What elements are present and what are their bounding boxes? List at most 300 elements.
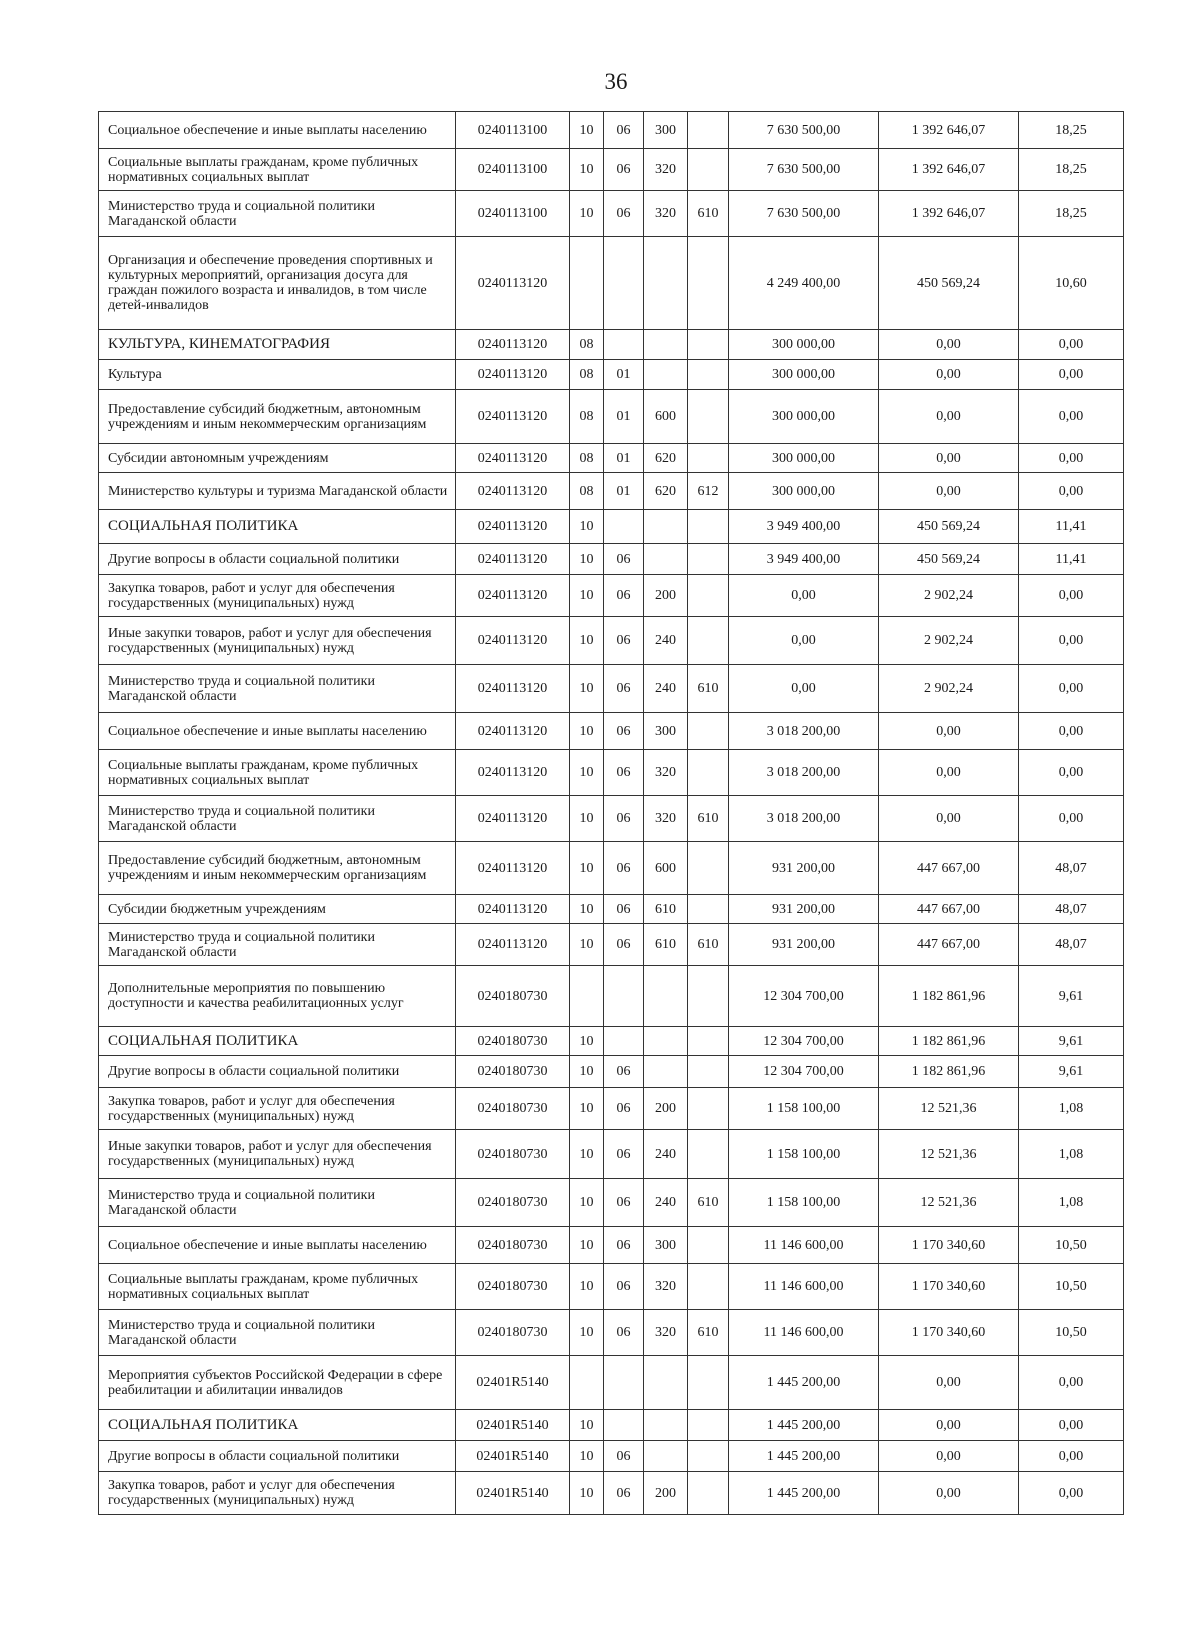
cell-expense-type: 240: [644, 1179, 688, 1227]
cell-executed-amount: 1 182 861,96: [879, 966, 1019, 1027]
cell-expense-type: 240: [644, 665, 688, 713]
cell-execution-percent: 11,41: [1019, 544, 1124, 575]
cell-name: Предоставление субсидий бюджетным, автономным учреждениям и иным некоммерческим организациям: [99, 390, 456, 444]
cell-administrator: [688, 330, 729, 360]
cell-target-article: 0240113120: [456, 473, 570, 510]
table-row: [99, 1056, 1124, 1088]
cell-execution-percent: 18,25: [1019, 149, 1124, 191]
cell-approved-amount: 1 445 200,00: [729, 1441, 879, 1472]
cell-target-article: 0240113120: [456, 237, 570, 330]
cell-approved-amount: 1 158 100,00: [729, 1088, 879, 1130]
cell-target-article: 0240113100: [456, 191, 570, 237]
cell-execution-percent: 0,00: [1019, 1441, 1124, 1472]
cell-section: 10: [570, 149, 604, 191]
cell-approved-amount: 3 018 200,00: [729, 796, 879, 842]
cell-administrator: [688, 237, 729, 330]
cell-approved-amount: 300 000,00: [729, 390, 879, 444]
cell-expense-type: 200: [644, 1472, 688, 1515]
cell-executed-amount: 450 569,24: [879, 510, 1019, 544]
cell-subsection: 01: [604, 390, 644, 444]
cell-name: КУЛЬТУРА, КИНЕМАТОГРАФИЯ: [99, 330, 456, 360]
cell-approved-amount: 300 000,00: [729, 360, 879, 390]
cell-execution-percent: 11,41: [1019, 510, 1124, 544]
cell-subsection: [604, 1410, 644, 1441]
cell-subsection: 06: [604, 1130, 644, 1179]
cell-name: Культура: [99, 360, 456, 390]
cell-execution-percent: 0,00: [1019, 390, 1124, 444]
cell-executed-amount: 0,00: [879, 473, 1019, 510]
cell-target-article: 0240113120: [456, 510, 570, 544]
table-row: [99, 796, 1124, 842]
cell-section: 10: [570, 1130, 604, 1179]
cell-subsection: 06: [604, 191, 644, 237]
cell-section: [570, 1356, 604, 1410]
cell-approved-amount: 1 158 100,00: [729, 1130, 879, 1179]
cell-execution-percent: 9,61: [1019, 966, 1124, 1027]
cell-executed-amount: 0,00: [879, 713, 1019, 750]
cell-executed-amount: 450 569,24: [879, 544, 1019, 575]
cell-target-article: 0240180730: [456, 1088, 570, 1130]
cell-expense-type: 320: [644, 750, 688, 796]
cell-section: 10: [570, 617, 604, 665]
cell-section: 08: [570, 444, 604, 473]
cell-executed-amount: 12 521,36: [879, 1130, 1019, 1179]
cell-section: 08: [570, 330, 604, 360]
table-row: [99, 191, 1124, 237]
cell-name: Министерство труда и социальной политики Магаданской области: [99, 796, 456, 842]
cell-executed-amount: 12 521,36: [879, 1088, 1019, 1130]
cell-expense-type: 610: [644, 895, 688, 924]
cell-administrator: [688, 544, 729, 575]
cell-name: СОЦИАЛЬНАЯ ПОЛИТИКА: [99, 1027, 456, 1056]
cell-executed-amount: 1 170 340,60: [879, 1227, 1019, 1264]
cell-approved-amount: 1 445 200,00: [729, 1410, 879, 1441]
page-number: 36: [604, 69, 628, 94]
cell-target-article: 0240113120: [456, 575, 570, 617]
cell-subsection: 06: [604, 1227, 644, 1264]
cell-name: Социальные выплаты гражданам, кроме публичных нормативных социальных выплат: [99, 149, 456, 191]
cell-administrator: [688, 149, 729, 191]
cell-name: Закупка товаров, работ и услуг для обеспечения государственных (муниципальных) нужд: [99, 575, 456, 617]
table-row: [99, 1130, 1124, 1179]
cell-target-article: 0240180730: [456, 1310, 570, 1356]
cell-administrator: [688, 510, 729, 544]
cell-subsection: [604, 966, 644, 1027]
cell-target-article: 0240113120: [456, 796, 570, 842]
cell-execution-percent: 0,00: [1019, 1410, 1124, 1441]
table-row: [99, 665, 1124, 713]
cell-approved-amount: 300 000,00: [729, 444, 879, 473]
cell-subsection: 06: [604, 1056, 644, 1088]
cell-expense-type: 620: [644, 473, 688, 510]
cell-name: Социальные выплаты гражданам, кроме публичных нормативных социальных выплат: [99, 750, 456, 796]
cell-expense-type: 300: [644, 1227, 688, 1264]
cell-subsection: 06: [604, 924, 644, 966]
cell-section: 10: [570, 191, 604, 237]
cell-subsection: 06: [604, 895, 644, 924]
cell-executed-amount: 2 902,24: [879, 575, 1019, 617]
cell-expense-type: [644, 1410, 688, 1441]
cell-section: 10: [570, 895, 604, 924]
cell-expense-type: 610: [644, 924, 688, 966]
cell-approved-amount: 300 000,00: [729, 473, 879, 510]
cell-section: 08: [570, 360, 604, 390]
cell-execution-percent: 1,08: [1019, 1130, 1124, 1179]
cell-target-article: 0240113120: [456, 444, 570, 473]
cell-approved-amount: 3 949 400,00: [729, 544, 879, 575]
table-row: [99, 1441, 1124, 1472]
cell-section: [570, 966, 604, 1027]
cell-expense-type: 600: [644, 842, 688, 895]
cell-approved-amount: 12 304 700,00: [729, 966, 879, 1027]
cell-section: 10: [570, 1310, 604, 1356]
cell-expense-type: [644, 966, 688, 1027]
cell-expense-type: 320: [644, 149, 688, 191]
cell-section: 08: [570, 390, 604, 444]
cell-execution-percent: 18,25: [1019, 191, 1124, 237]
cell-name: Министерство труда и социальной политики Магаданской области: [99, 924, 456, 966]
cell-expense-type: [644, 544, 688, 575]
cell-approved-amount: 12 304 700,00: [729, 1056, 879, 1088]
table-body: [99, 112, 1124, 1515]
cell-section: [570, 237, 604, 330]
cell-expense-type: 200: [644, 1088, 688, 1130]
cell-administrator: [688, 750, 729, 796]
table-row: [99, 1410, 1124, 1441]
cell-expense-type: [644, 330, 688, 360]
cell-expense-type: [644, 510, 688, 544]
cell-expense-type: 200: [644, 575, 688, 617]
cell-execution-percent: 10,50: [1019, 1227, 1124, 1264]
cell-expense-type: 320: [644, 796, 688, 842]
cell-target-article: 0240180730: [456, 1264, 570, 1310]
cell-name: Иные закупки товаров, работ и услуг для обеспечения государственных (муниципальных) нужд: [99, 1130, 456, 1179]
cell-approved-amount: 931 200,00: [729, 842, 879, 895]
cell-administrator: [688, 713, 729, 750]
cell-executed-amount: 447 667,00: [879, 924, 1019, 966]
cell-section: 10: [570, 1027, 604, 1056]
cell-target-article: 0240113120: [456, 665, 570, 713]
cell-approved-amount: 300 000,00: [729, 330, 879, 360]
cell-subsection: 06: [604, 112, 644, 149]
cell-target-article: 0240113120: [456, 617, 570, 665]
cell-name: Министерство культуры и туризма Магаданской области: [99, 473, 456, 510]
cell-section: 10: [570, 665, 604, 713]
cell-subsection: 06: [604, 1088, 644, 1130]
table-row: [99, 750, 1124, 796]
cell-execution-percent: 0,00: [1019, 473, 1124, 510]
cell-executed-amount: 0,00: [879, 1441, 1019, 1472]
table-row: [99, 842, 1124, 895]
cell-administrator: [688, 1056, 729, 1088]
cell-approved-amount: 12 304 700,00: [729, 1027, 879, 1056]
cell-executed-amount: 0,00: [879, 330, 1019, 360]
cell-execution-percent: 0,00: [1019, 713, 1124, 750]
cell-subsection: 06: [604, 1472, 644, 1515]
cell-subsection: 06: [604, 665, 644, 713]
cell-target-article: 0240180730: [456, 1056, 570, 1088]
table-row: [99, 713, 1124, 750]
cell-section: 10: [570, 112, 604, 149]
cell-approved-amount: 0,00: [729, 665, 879, 713]
cell-name: Другие вопросы в области социальной политики: [99, 1056, 456, 1088]
cell-name: Социальное обеспечение и иные выплаты населению: [99, 1227, 456, 1264]
cell-execution-percent: 48,07: [1019, 924, 1124, 966]
cell-subsection: 06: [604, 617, 644, 665]
cell-administrator: [688, 360, 729, 390]
cell-administrator: [688, 1227, 729, 1264]
cell-subsection: 01: [604, 473, 644, 510]
cell-section: 10: [570, 1179, 604, 1227]
cell-name: Министерство труда и социальной политики Магаданской области: [99, 1179, 456, 1227]
cell-target-article: 0240180730: [456, 1130, 570, 1179]
cell-expense-type: [644, 1441, 688, 1472]
table-row: [99, 1227, 1124, 1264]
cell-execution-percent: 0,00: [1019, 1472, 1124, 1515]
cell-approved-amount: 7 630 500,00: [729, 191, 879, 237]
cell-execution-percent: 1,08: [1019, 1179, 1124, 1227]
cell-administrator: [688, 617, 729, 665]
table-row: [99, 1310, 1124, 1356]
cell-administrator: [688, 444, 729, 473]
cell-name: Министерство труда и социальной политики Магаданской области: [99, 1310, 456, 1356]
cell-name: Организация и обеспечение проведения спортивных и культурных мероприятий, организация досуга для граждан пожилого возраста и инвалидов, в том числе детей-инвалидов: [99, 237, 456, 330]
cell-subsection: [604, 330, 644, 360]
cell-executed-amount: 1 170 340,60: [879, 1264, 1019, 1310]
cell-section: 10: [570, 575, 604, 617]
cell-subsection: 01: [604, 360, 644, 390]
cell-execution-percent: 0,00: [1019, 360, 1124, 390]
cell-name: Закупка товаров, работ и услуг для обеспечения государственных (муниципальных) нужд: [99, 1472, 456, 1515]
table-row: [99, 473, 1124, 510]
cell-executed-amount: 0,00: [879, 1410, 1019, 1441]
cell-executed-amount: 447 667,00: [879, 895, 1019, 924]
cell-expense-type: [644, 360, 688, 390]
cell-approved-amount: 11 146 600,00: [729, 1264, 879, 1310]
cell-administrator: [688, 1410, 729, 1441]
cell-section: 10: [570, 1410, 604, 1441]
cell-target-article: 0240180730: [456, 1179, 570, 1227]
cell-executed-amount: 1 392 646,07: [879, 149, 1019, 191]
cell-target-article: 0240113120: [456, 544, 570, 575]
cell-executed-amount: 0,00: [879, 444, 1019, 473]
cell-subsection: [604, 510, 644, 544]
cell-subsection: 06: [604, 544, 644, 575]
cell-target-article: 0240180730: [456, 1027, 570, 1056]
cell-expense-type: 240: [644, 1130, 688, 1179]
cell-subsection: 06: [604, 149, 644, 191]
cell-expense-type: 620: [644, 444, 688, 473]
cell-executed-amount: 1 182 861,96: [879, 1056, 1019, 1088]
cell-subsection: 06: [604, 796, 644, 842]
cell-approved-amount: 931 200,00: [729, 924, 879, 966]
cell-expense-type: 300: [644, 713, 688, 750]
table-row: [99, 444, 1124, 473]
cell-executed-amount: 0,00: [879, 750, 1019, 796]
cell-target-article: 0240113100: [456, 149, 570, 191]
cell-target-article: 0240113120: [456, 924, 570, 966]
cell-section: 10: [570, 1088, 604, 1130]
table-row: [99, 895, 1124, 924]
cell-name: Другие вопросы в области социальной политики: [99, 544, 456, 575]
cell-section: 10: [570, 796, 604, 842]
cell-execution-percent: 0,00: [1019, 444, 1124, 473]
cell-administrator: [688, 842, 729, 895]
cell-executed-amount: 1 182 861,96: [879, 1027, 1019, 1056]
table-row: [99, 924, 1124, 966]
cell-subsection: 06: [604, 1179, 644, 1227]
cell-name: Субсидии бюджетным учреждениям: [99, 895, 456, 924]
cell-section: 10: [570, 1264, 604, 1310]
table-row: [99, 360, 1124, 390]
cell-subsection: 06: [604, 1264, 644, 1310]
table-row: [99, 1264, 1124, 1310]
cell-name: Социальное обеспечение и иные выплаты населению: [99, 112, 456, 149]
cell-executed-amount: 1 170 340,60: [879, 1310, 1019, 1356]
cell-executed-amount: 0,00: [879, 796, 1019, 842]
cell-administrator: [688, 1264, 729, 1310]
cell-administrator: [688, 1441, 729, 1472]
cell-target-article: 0240113120: [456, 750, 570, 796]
cell-expense-type: [644, 237, 688, 330]
cell-approved-amount: 3 018 200,00: [729, 750, 879, 796]
cell-execution-percent: 10,60: [1019, 237, 1124, 330]
cell-executed-amount: 447 667,00: [879, 842, 1019, 895]
cell-name: Министерство труда и социальной политики Магаданской области: [99, 191, 456, 237]
cell-name: СОЦИАЛЬНАЯ ПОЛИТИКА: [99, 1410, 456, 1441]
cell-approved-amount: 3 018 200,00: [729, 713, 879, 750]
cell-expense-type: [644, 1027, 688, 1056]
cell-executed-amount: 1 392 646,07: [879, 112, 1019, 149]
cell-name: Предоставление субсидий бюджетным, автономным учреждениям и иным некоммерческим организациям: [99, 842, 456, 895]
cell-administrator: 612: [688, 473, 729, 510]
cell-target-article: 0240113120: [456, 895, 570, 924]
cell-administrator: 610: [688, 796, 729, 842]
table-row: [99, 149, 1124, 191]
cell-section: 10: [570, 544, 604, 575]
cell-execution-percent: 48,07: [1019, 895, 1124, 924]
table-row: [99, 1179, 1124, 1227]
cell-target-article: 0240180730: [456, 966, 570, 1027]
cell-executed-amount: 2 902,24: [879, 617, 1019, 665]
cell-executed-amount: 2 902,24: [879, 665, 1019, 713]
cell-execution-percent: 9,61: [1019, 1027, 1124, 1056]
cell-execution-percent: 0,00: [1019, 796, 1124, 842]
cell-name: Мероприятия субъектов Российской Федерации в сфере реабилитации и абилитации инвалидов: [99, 1356, 456, 1410]
cell-administrator: 610: [688, 191, 729, 237]
cell-section: 10: [570, 750, 604, 796]
cell-name: Закупка товаров, работ и услуг для обеспечения государственных (муниципальных) нужд: [99, 1088, 456, 1130]
cell-execution-percent: 0,00: [1019, 330, 1124, 360]
cell-approved-amount: 1 158 100,00: [729, 1179, 879, 1227]
cell-approved-amount: 7 630 500,00: [729, 149, 879, 191]
cell-administrator: [688, 1027, 729, 1056]
table-row: [99, 544, 1124, 575]
cell-section: 10: [570, 1472, 604, 1515]
cell-execution-percent: 10,50: [1019, 1310, 1124, 1356]
cell-target-article: 0240180730: [456, 1227, 570, 1264]
cell-approved-amount: 11 146 600,00: [729, 1310, 879, 1356]
cell-executed-amount: 0,00: [879, 1472, 1019, 1515]
cell-name: Субсидии автономным учреждениям: [99, 444, 456, 473]
budget-execution-table: [98, 111, 1124, 1515]
cell-administrator: [688, 1130, 729, 1179]
table-row: [99, 1027, 1124, 1056]
cell-administrator: 610: [688, 1179, 729, 1227]
cell-execution-percent: 0,00: [1019, 750, 1124, 796]
table-row: [99, 237, 1124, 330]
cell-expense-type: [644, 1056, 688, 1088]
cell-name: Иные закупки товаров, работ и услуг для обеспечения государственных (муниципальных) нужд: [99, 617, 456, 665]
cell-executed-amount: 1 392 646,07: [879, 191, 1019, 237]
table-row: [99, 575, 1124, 617]
cell-target-article: 0240113100: [456, 112, 570, 149]
cell-executed-amount: 0,00: [879, 360, 1019, 390]
cell-administrator: [688, 1472, 729, 1515]
cell-subsection: 06: [604, 842, 644, 895]
cell-subsection: 06: [604, 575, 644, 617]
table-row: [99, 1356, 1124, 1410]
cell-administrator: [688, 966, 729, 1027]
cell-execution-percent: 48,07: [1019, 842, 1124, 895]
cell-target-article: 0240113120: [456, 842, 570, 895]
cell-subsection: [604, 1027, 644, 1056]
cell-administrator: [688, 895, 729, 924]
cell-administrator: [688, 390, 729, 444]
cell-subsection: 06: [604, 1441, 644, 1472]
cell-subsection: 06: [604, 1310, 644, 1356]
table-row: [99, 1088, 1124, 1130]
cell-executed-amount: 450 569,24: [879, 237, 1019, 330]
table-row: [99, 330, 1124, 360]
table-row: [99, 617, 1124, 665]
cell-name: Другие вопросы в области социальной политики: [99, 1441, 456, 1472]
cell-approved-amount: 4 249 400,00: [729, 237, 879, 330]
cell-expense-type: 320: [644, 191, 688, 237]
cell-administrator: 610: [688, 665, 729, 713]
cell-expense-type: 600: [644, 390, 688, 444]
cell-execution-percent: 9,61: [1019, 1056, 1124, 1088]
cell-subsection: [604, 237, 644, 330]
cell-section: 10: [570, 924, 604, 966]
cell-approved-amount: 931 200,00: [729, 895, 879, 924]
cell-name: Министерство труда и социальной политики Магаданской области: [99, 665, 456, 713]
cell-expense-type: 240: [644, 617, 688, 665]
table-row: [99, 1472, 1124, 1515]
cell-target-article: 0240113120: [456, 360, 570, 390]
cell-administrator: 610: [688, 1310, 729, 1356]
cell-section: 10: [570, 1056, 604, 1088]
cell-section: 10: [570, 510, 604, 544]
cell-subsection: 01: [604, 444, 644, 473]
cell-execution-percent: 10,50: [1019, 1264, 1124, 1310]
cell-name: Социальное обеспечение и иные выплаты населению: [99, 713, 456, 750]
cell-executed-amount: 0,00: [879, 390, 1019, 444]
cell-section: 10: [570, 713, 604, 750]
cell-target-article: 02401R5140: [456, 1410, 570, 1441]
table-row: [99, 390, 1124, 444]
cell-subsection: [604, 1356, 644, 1410]
cell-execution-percent: 0,00: [1019, 665, 1124, 713]
cell-target-article: 02401R5140: [456, 1441, 570, 1472]
cell-approved-amount: 1 445 200,00: [729, 1472, 879, 1515]
table-row: [99, 966, 1124, 1027]
cell-approved-amount: 0,00: [729, 617, 879, 665]
cell-approved-amount: 1 445 200,00: [729, 1356, 879, 1410]
cell-administrator: 610: [688, 924, 729, 966]
cell-approved-amount: 11 146 600,00: [729, 1227, 879, 1264]
cell-approved-amount: 7 630 500,00: [729, 112, 879, 149]
